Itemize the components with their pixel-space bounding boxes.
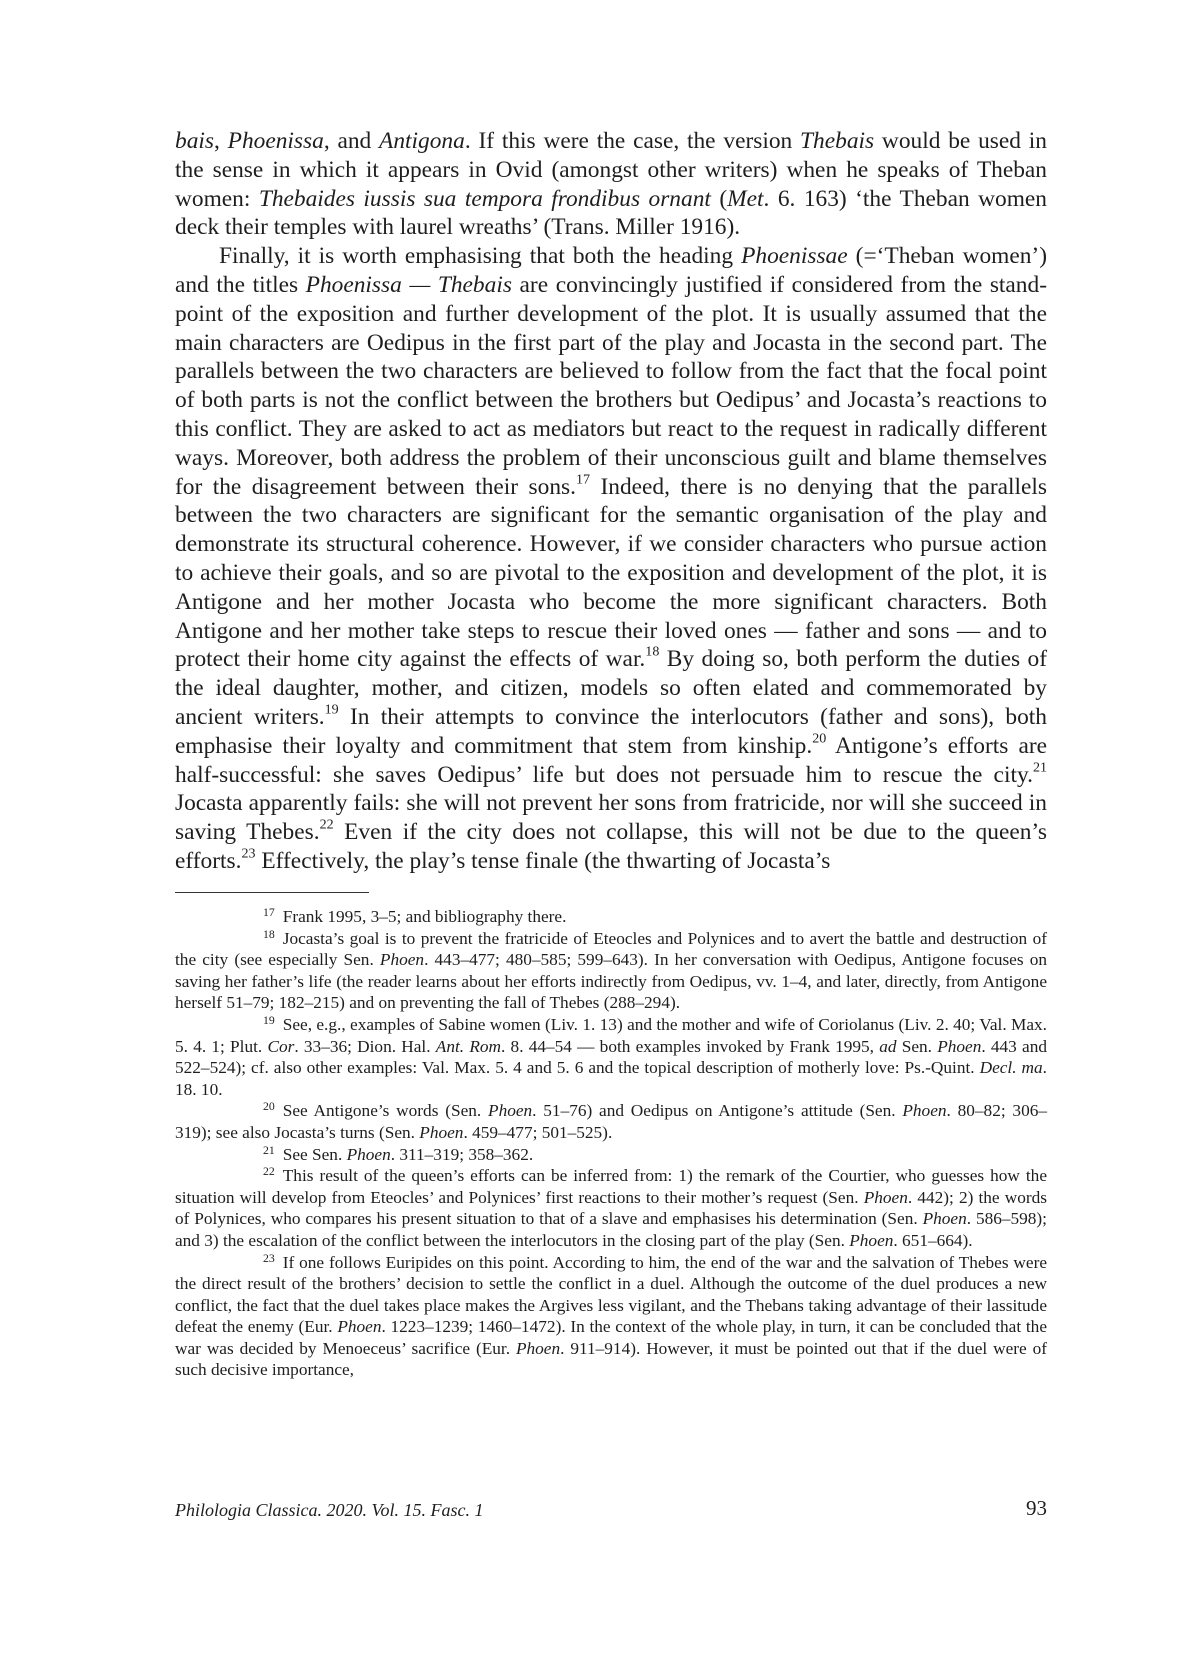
- italic-text: Thebaides iussis sua tempora frondibus ornant: [258, 185, 711, 212]
- footnote: 23 If one follows Euripides on this point. According to him, the end of the war and the salvation of Thebes were the direct result of the brothers’ decision to settle the conflict in a duel. Although the outcome of the duel produces a new conflict, the fact that the duel takes place makes the Argives less vigilant, and the Thebans taking advantage of their lassitude defeat the enemy (Eur. Phoen. 1223–1239; 1460–1472). In the context of the whole play, in turn, it can be concluded that the war was decided by Menoeceus’ sacrifice (Eur. Phoen. 911–914). However, it must be pointed out that if the duel were of such decisive importance,: [175, 1251, 1047, 1380]
- italic-text: Ant. Rom: [435, 1036, 501, 1056]
- journal-citation: Philologia Classica. 2020. Vol. 15. Fasc. 1: [175, 1500, 484, 1520]
- italic-text: bais: [175, 128, 214, 154]
- paragraph: bais, Phoenissa, and Antigona. If this were the case, the version Thebais would be used in the sense in which it appears in Ovid (amongst other writers) when he speaks of Theban women: Thebaides iussis sua tempora frondibus ornant (Met. 6. 163) ‘the Theban women deck their temples with laurel wreaths’ (Trans. Miller 1916).: [175, 128, 1047, 241]
- italic-text: Antigona: [379, 128, 465, 154]
- footnote-text: This result of the queen’s efforts can be inferred from: 1) the remark of the Courtier, who guesses how the situation will develop from Eteocles’ and Polynices’ first reactions to their mother’s request (Sen. Phoen. 442); 2) the words of Polynices, who compares his present situation to that of a slave and emphasises his determination (Sen. Phoen. 586–598); and 3) the escalation of the conflict between the interlocutors in the closing part of the play (Sen. Phoen. 651–664).: [175, 1166, 1047, 1250]
- footnote: 18 Jocasta’s goal is to prevent the fratricide of Eteocles and Polynices and to avert the battle and destruction of the city (see especially Sen. Phoen. 443–477; 480–585; 599–643). In her conversation with Oedipus, Antigone focuses on saving her father’s life (the reader learns about her efforts indirectly from Oedipus, vv. 1–4, and later, directly, from Antigone herself 51–79; 182–215) and on preventing the fall of Thebes (288–294).: [175, 927, 1048, 1013]
- italic-text: Met: [727, 185, 764, 212]
- italic-text: Phoenissa — Thebais: [305, 271, 512, 298]
- italic-text: Phoenissa: [227, 128, 324, 154]
- italic-text: Phoen: [488, 1101, 533, 1121]
- italic-text: Decl. ma: [979, 1058, 1043, 1078]
- footnote: 21 See Sen. Phoen. 311–319; 358–362.: [263, 1143, 534, 1164]
- footnotes: [175, 906, 1047, 1381]
- footnote-ref: 23: [241, 845, 256, 862]
- footnote-text: If one follows Euripides on this point. According to him, the end of the war and the salvation of Thebes were the direct result of the brothers’ decision to settle the conflict in a duel. Although the outcome of the duel produces a new conflict, the fact that the duel takes place makes the Argives less vigilant, and the Thebans taking advantage of their lassitude defeat the enemy (Eur. Phoen. 1223–1239; 1460–1472). In the context of the whole play, in turn, it can be concluded that the war was decided by Menoeceus’ sacrifice (Eur. Phoen. 911–914). However, it must be pointed out that if the duel were of such decisive importance,: [175, 1252, 1047, 1380]
- page-number: 93: [1026, 1496, 1047, 1520]
- footnote-text: See Sen. Phoen. 311–319; 358–362.: [282, 1144, 534, 1164]
- footnote-ref: 22: [319, 816, 334, 833]
- footnote-ref: 21: [1032, 759, 1047, 776]
- footnote-text: Frank 1995, 3–5; and bibliography there.: [282, 907, 567, 926]
- page-footer: [175, 1496, 1047, 1526]
- footnote-separator: [175, 892, 369, 893]
- italic-text: Phoen: [379, 950, 425, 970]
- italic-text: Phoen: [346, 1144, 391, 1164]
- footnote-text: Jocasta’s goal is to prevent the fratricide of Eteocles and Polynices and to avert the battle and destruction of the city (see especially Sen. Phoen. 443–477; 480–585; 599–643). In her conversation with Oedipus, Antigone focuses on saving her father’s life (the reader learns about her efforts indirectly from Oedipus, vv. 1–4, and later, directly, from Antigone herself 51–79; 182–215) and on preventing the fall of Thebes (288–294).: [175, 928, 1048, 1013]
- italic-text: Thebais: [800, 128, 875, 154]
- italic-text: Phoen: [337, 1317, 382, 1337]
- italic-text: ad: [879, 1036, 897, 1056]
- italic-text: Phoen: [902, 1101, 947, 1121]
- italic-text: Phoen: [515, 1338, 561, 1358]
- footnote: 22 This result of the queen’s efforts can be inferred from: 1) the remark of the Courtier, who guesses how the situation will develop from Eteocles’ and Polynices’ first reactions to their mother’s request (Sen. Phoen. 442); 2) the words of Polynices, who compares his present situation to that of a slave and emphasises his determination (Sen. Phoen. 586–598); and 3) the escalation of the conflict between the interlocutors in the closing part of the play (Sen. Phoen. 651–664).: [175, 1165, 1047, 1250]
- paragraph: Finally, it is worth emphasising that both the heading Phoenissae (=‘Theban women’) and the titles Phoenissa — Thebais are convincingly justified if considered from the standpoint of the exposition and further development of the plot. It is usually assumed that the main characters are Oedipus in the first part of the play and Jocasta in the second part. The parallels between the two characters are believed to follow from the fact that the focal point of both parts is not the conflict between the brothers but Oedipus’ and Jocasta’s reactions to this conflict. They are asked to act as mediators but react to the request in radically different ways. Moreover, both address the problem of their unconscious guilt and blame themselves for the disagreement between their sons.$^{17}$ Indeed, there is no denying that the parallels between the two characters are significant for the semantic organisation of the play and demonstrate its structural coherence. However, if we consider characters who pursue action to achieve their goals, and so are pivotal to the exposition and development of the plot, it is Antigone and her mother Jocasta who become the more significant characters. Both Antigone and her mother take steps to rescue their loved ones — father and sons — and to protect their home city against the effects of war.$^{18}$ By doing so, both perform the duties of the ideal daughter, mother, and citizen, models so often elated and commemorated by ancient writers.$^{19}$ In their attempts to convince the interlocutors (father and sons), both emphasise their loyalty and commitment that stem from kinship.$^{20}$ Antigone’s efforts are half-successful: she saves Oedipus’ life but does not persuade him to rescue the city.$^{21}$ Jocasta apparently fails: she will not prevent her sons from fratricide, nor will she succeed in saving Thebes.$^{22}$ Even if the city does not collapse, this will not be due to the queen’s efforts.$^{23}$ Effectively, the play’s tense finale (the thwarting of Jocasta’s: [175, 243, 1048, 874]
- footnote-text: See, e.g., examples of Sabine women (Liv. 1. 13) and the mother and wife of Coriolanus (Liv. 2. 40; Val. Max. 5. 4. 1; Plut. Cor. 33–36; Dion. Hal. Ant. Rom. 8. 44–54 — both examples invoked by Frank 1995, ad Sen. Phoen. 443 and 522–524); cf. also other examples: Val. Max. 5. 4 and 5. 6 and the topical description of motherly love: Ps.-Quint. Decl. ma. 18. 10.: [175, 1014, 1047, 1099]
- footnote-ref: 20: [812, 730, 827, 747]
- italic-text: Cor: [267, 1036, 295, 1056]
- footnote: 19 See, e.g., examples of Sabine women (Liv. 1. 13) and the mother and wife of Coriolanus (Liv. 2. 40; Val. Max. 5. 4. 1; Plut. Cor. 33–36; Dion. Hal. Ant. Rom. 8. 44–54 — both examples invoked by Frank 1995, ad Sen. Phoen. 443 and 522–524); cf. also other examples: Val. Max. 5. 4 and 5. 6 and the topical description of motherly love: Ps.-Quint. Decl. ma. 18. 10.: [175, 1014, 1047, 1099]
- italic-text: Phoen: [922, 1209, 967, 1229]
- italic-text: Phoen: [937, 1036, 982, 1056]
- italic-text: Phoenissae: [741, 243, 848, 270]
- italic-text: Phoen: [849, 1230, 894, 1250]
- footnote-ref: 17: [575, 471, 591, 488]
- footnote: 17 Frank 1995, 3–5; and bibliography there.: [263, 906, 567, 926]
- italic-text: Phoen: [419, 1122, 464, 1142]
- footnote-ref: 18: [645, 643, 660, 660]
- footnote-text: See Antigone’s words (Sen. Phoen. 51–76) and Oedipus on Antigone’s attitude (Sen. Phoen. 80–82; 306–319); see also Jocasta’s turns (Sen. Phoen. 459–477; 501–525).: [175, 1101, 1047, 1142]
- italic-text: Phoen: [863, 1187, 908, 1207]
- footnote: 20 See Antigone’s words (Sen. Phoen. 51–76) and Oedipus on Antigone’s attitude (Sen. Phoen. 80–82; 306–319); see also Jocasta’s turns (Sen. Phoen. 459–477; 501–525).: [175, 1100, 1047, 1142]
- main-text: [175, 127, 1047, 876]
- footnote-ref: 19: [324, 701, 339, 718]
